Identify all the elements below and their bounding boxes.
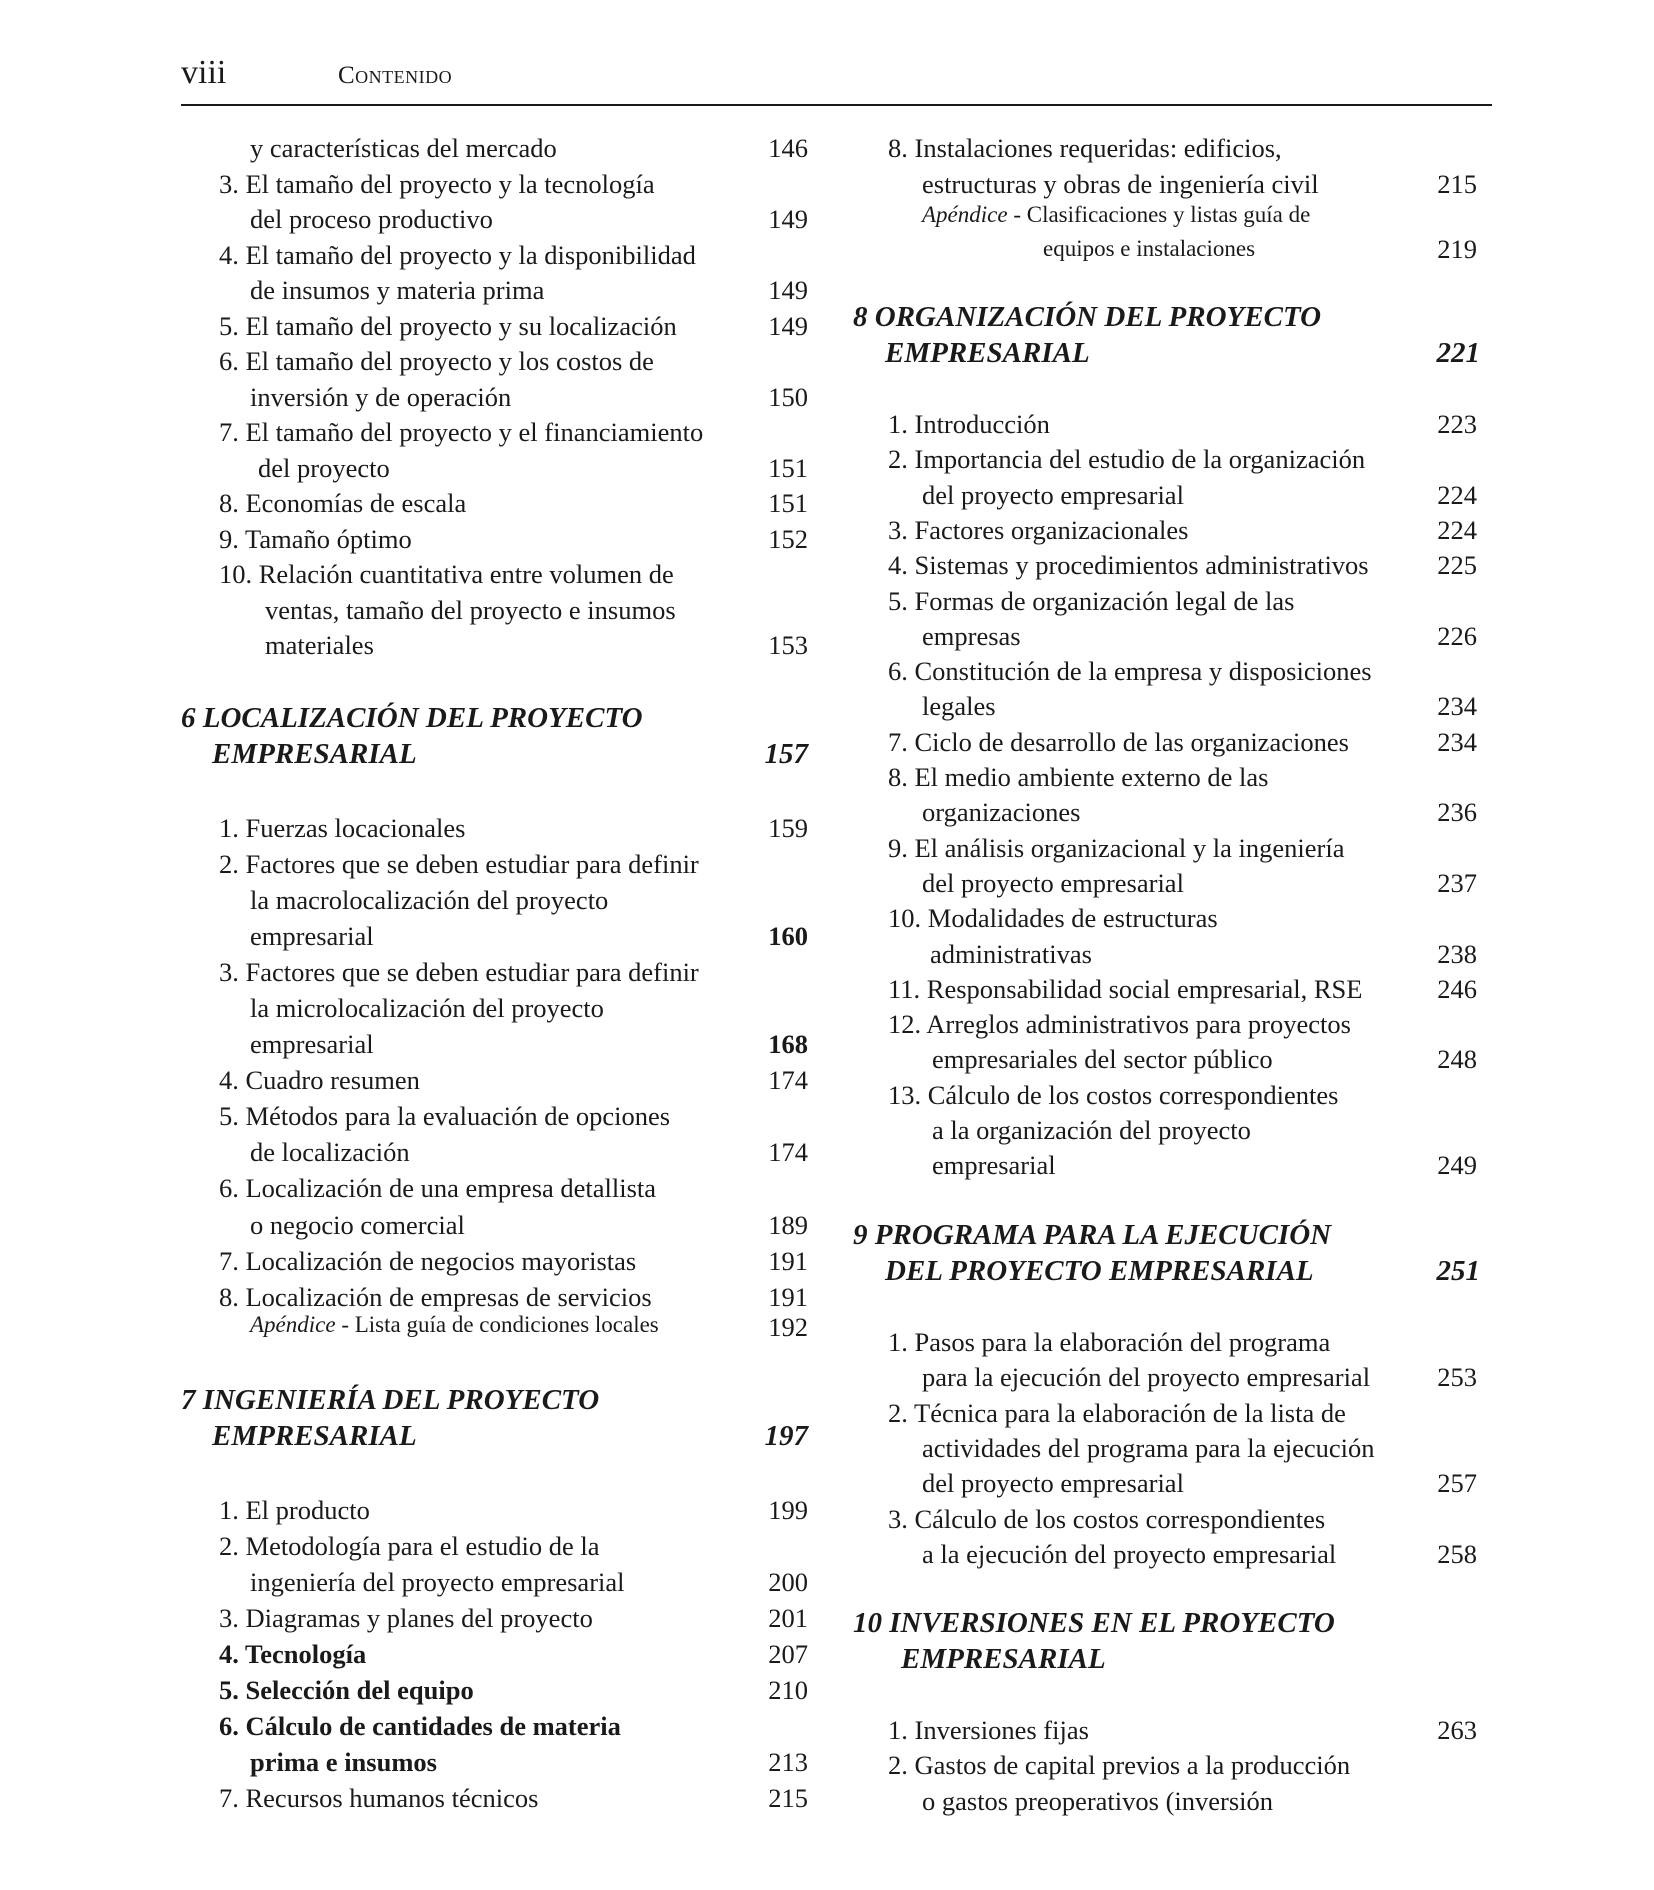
toc-entry: legales xyxy=(922,691,996,722)
toc-entry: 6. Cálculo de cantidades de materia xyxy=(219,1711,621,1741)
toc-entry: estructuras y obras de ingeniería civil xyxy=(922,168,1319,199)
toc-entry: 1. Pasos para la elaboración del programa xyxy=(888,1327,1331,1357)
toc-page-number: 189 xyxy=(768,1209,808,1240)
toc-entry: 7. Recursos humanos técnicos xyxy=(219,1783,539,1813)
toc-page-number: 191 xyxy=(768,1281,808,1312)
chapter-title: EMPRESARIAL xyxy=(901,1643,1106,1675)
toc-entry: para la ejecución del proyecto empresarial xyxy=(922,1362,1371,1393)
toc-entry: actividades del programa para la ejecución xyxy=(922,1432,1375,1463)
toc-entry: de localización xyxy=(250,1137,410,1168)
toc-page-number: 201 xyxy=(768,1603,808,1633)
toc-entry: 3. Diagramas y planes del proyecto xyxy=(219,1603,593,1633)
toc-page-number: 168 xyxy=(768,1029,808,1059)
toc-entry: 6. El tamaño del proyecto y los costos de xyxy=(219,346,654,376)
toc-page-number: 210 xyxy=(768,1675,808,1705)
toc-entry: materiales xyxy=(265,630,374,660)
toc-entry: ventas, tamaño del proyecto e insumos xyxy=(265,594,676,625)
toc-page-number: 257 xyxy=(1437,1468,1477,1499)
toc-page-number: 238 xyxy=(1437,938,1477,969)
toc-entry: 3. Cálculo de los costos correspondientes xyxy=(888,1503,1326,1534)
toc-entry: 8. Economías de escala xyxy=(219,488,467,518)
toc-entry: del proyecto empresarial xyxy=(922,1468,1184,1499)
toc-page-number: 226 xyxy=(1437,620,1477,651)
chapter-title: EMPRESARIAL xyxy=(212,738,417,770)
toc-entry: 2. Importancia del estudio de la organización xyxy=(888,444,1366,475)
toc-entry: 5. El tamaño del proyecto y su localización xyxy=(219,310,677,341)
toc-page-number: 153 xyxy=(768,630,808,660)
toc-entry: 3. Factores organizacionales xyxy=(888,514,1189,545)
toc-page-number: 263 xyxy=(1437,1715,1477,1745)
toc-entry: o negocio comercial xyxy=(250,1209,465,1240)
toc-page-number: 200 xyxy=(768,1567,808,1597)
toc-page-number: 223 xyxy=(1437,409,1477,439)
toc-page-number: 152 xyxy=(768,523,808,554)
toc-entry: 13. Cálculo de los costos correspondientes xyxy=(888,1079,1339,1110)
toc-page-number: 174 xyxy=(768,1137,808,1168)
toc-page-number: 174 xyxy=(768,1065,808,1096)
toc-page-number: 192 xyxy=(768,1312,808,1342)
toc-entry: prima e insumos xyxy=(250,1747,437,1777)
toc-entry: la microlocalización del proyecto xyxy=(250,992,604,1023)
appendix-label: Apéndice xyxy=(250,1312,336,1337)
chapter-page-number: 157 xyxy=(764,738,808,770)
toc-entry: 7. Ciclo de desarrollo de las organizaciones xyxy=(888,726,1349,757)
toc-entry: empresarial xyxy=(250,1029,374,1059)
toc-page-number: 219 xyxy=(1437,234,1477,264)
toc-page-number: 150 xyxy=(768,381,808,412)
toc-entry: 7. Localización de negocios mayoristas xyxy=(219,1245,637,1276)
chapter-page-number: 221 xyxy=(1436,337,1480,369)
chapter-title: 6 LOCALIZACIÓN DEL PROYECTO xyxy=(181,702,643,734)
appendix-text: - Lista guía de condiciones locales xyxy=(335,1312,659,1337)
toc-entry: 4. El tamaño del proyecto y la disponibilidad xyxy=(219,239,696,270)
page-number: viii xyxy=(181,54,227,91)
toc-page-number: 253 xyxy=(1437,1362,1477,1393)
toc-entry: 5. Selección del equipo xyxy=(219,1675,474,1705)
toc-page-number: 160 xyxy=(768,920,808,951)
toc-page-number: 191 xyxy=(768,1245,808,1276)
toc-page-number: 224 xyxy=(1437,479,1477,510)
toc-page-number: 149 xyxy=(768,275,808,305)
toc-entry: a la ejecución del proyecto empresarial xyxy=(922,1538,1337,1569)
toc-entry: 1. El producto xyxy=(219,1495,370,1525)
toc-page-number: 149 xyxy=(768,204,808,234)
toc-entry: empresas xyxy=(922,620,1021,651)
toc-entry: de insumos y materia prima xyxy=(250,275,545,305)
toc-entry: 11. Responsabilidad social empresarial, RSE xyxy=(888,973,1363,1004)
toc-entry: 12. Arreglos administrativos para proyectos xyxy=(888,1009,1351,1040)
toc-page-number: 149 xyxy=(768,310,808,341)
toc-entry: del proceso productivo xyxy=(250,204,493,234)
chapter-title: EMPRESARIAL xyxy=(212,1420,417,1452)
toc-page-number: 246 xyxy=(1437,973,1477,1004)
toc-page-number: 151 xyxy=(768,452,808,483)
toc-entry: empresariales del sector público xyxy=(932,1044,1273,1075)
toc-entry: 4. Sistemas y procedimientos administrativos xyxy=(888,550,1369,581)
toc-page-number: 237 xyxy=(1437,867,1477,898)
toc-page-number: 207 xyxy=(768,1639,808,1669)
toc-entry: 9. Tamaño óptimo xyxy=(219,523,412,554)
toc-page-number: 151 xyxy=(768,488,808,518)
chapter-title: 10 INVERSIONES EN EL PROYECTO xyxy=(853,1607,1335,1639)
toc-entry: 2. Técnica para la elaboración de la lista de xyxy=(888,1397,1346,1428)
toc-entry: 4. Tecnología xyxy=(219,1639,367,1669)
toc-entry: 6. Localización de una empresa detallista xyxy=(219,1173,657,1204)
chapter-title: 7 INGENIERÍA DEL PROYECTO xyxy=(181,1384,600,1416)
toc-entry: del proyecto xyxy=(258,452,390,483)
chapter-title: 9 PROGRAMA PARA LA EJECUCIÓN xyxy=(853,1219,1332,1251)
toc-page-number: 215 xyxy=(768,1783,808,1813)
toc-page-number: 236 xyxy=(1437,797,1477,828)
toc-page-number: 213 xyxy=(768,1747,808,1777)
toc-entry: 5. Métodos para la evaluación de opciones xyxy=(219,1101,671,1132)
toc-entry: del proyecto empresarial xyxy=(922,479,1184,510)
chapter-page-number: 197 xyxy=(764,1420,808,1452)
toc-page-number: 225 xyxy=(1437,550,1477,581)
toc-entry: 1. Inversiones fijas xyxy=(888,1715,1089,1745)
running-head: Contenido xyxy=(338,62,453,89)
toc-entry: 7. El tamaño del proyecto y el financiamiento xyxy=(219,417,704,447)
toc-page-number: 234 xyxy=(1437,726,1477,757)
appendix-entry-continued: equipos e instalaciones xyxy=(1043,236,1256,261)
toc-entry: 2. Gastos de capital previos a la producción xyxy=(888,1750,1351,1781)
toc-entry: 5. Formas de organización legal de las xyxy=(888,585,1295,616)
toc-entry: la macrolocalización del proyecto xyxy=(250,884,609,915)
toc-entry: 10. Relación cuantitativa entre volumen de xyxy=(219,559,674,589)
toc-entry: administrativas xyxy=(930,938,1092,969)
chapter-title: DEL PROYECTO EMPRESARIAL xyxy=(885,1255,1314,1287)
toc-page-number: 258 xyxy=(1437,1538,1477,1569)
toc-entry: del proyecto empresarial xyxy=(922,867,1184,898)
toc-entry: 9. El análisis organizacional y la ingeniería xyxy=(888,832,1345,863)
toc-page-number: 249 xyxy=(1437,1150,1477,1181)
toc-page-number: 224 xyxy=(1437,514,1477,545)
toc-entry: organizaciones xyxy=(922,797,1081,828)
toc-page-number: 199 xyxy=(768,1495,808,1525)
toc-page-number: 159 xyxy=(768,813,808,843)
toc-entry: 1. Fuerzas locacionales xyxy=(219,813,466,843)
toc-page-number: 248 xyxy=(1437,1044,1477,1075)
toc-entry: o gastos preoperativos (inversión xyxy=(922,1785,1274,1816)
appendix-label: Apéndice xyxy=(922,202,1008,227)
appendix-entry xyxy=(250,1310,659,1340)
appendix-entry xyxy=(922,200,1310,230)
toc-entry: 3. El tamaño del proyecto y la tecnología xyxy=(219,168,655,199)
toc-entry: 8. El medio ambiente externo de las xyxy=(888,762,1269,792)
toc-page-number: 146 xyxy=(768,133,808,163)
toc-entry: 10. Modalidades de estructuras xyxy=(888,903,1218,934)
toc-entry: 4. Cuadro resumen xyxy=(219,1065,420,1096)
toc-entry: y características del mercado xyxy=(250,133,557,163)
chapter-title: 8 ORGANIZACIÓN DEL PROYECTO xyxy=(853,301,1322,333)
chapter-title: EMPRESARIAL xyxy=(885,337,1090,369)
toc-entry: 1. Introducción xyxy=(888,409,1050,439)
toc-entry: ingeniería del proyecto empresarial xyxy=(250,1567,625,1597)
toc-entry: inversión y de operación xyxy=(250,381,512,412)
appendix-text: - Clasificaciones y listas guía de xyxy=(1007,202,1311,227)
toc-entry: 3. Factores que se deben estudiar para definir xyxy=(219,956,699,987)
toc-entry: empresarial xyxy=(250,920,374,951)
toc-page-number: 215 xyxy=(1437,168,1477,199)
toc-entry: empresarial xyxy=(932,1150,1056,1181)
toc-entry: 2. Metodología para el estudio de la xyxy=(219,1531,600,1561)
toc-entry: 2. Factores que se deben estudiar para definir xyxy=(219,848,699,879)
toc-page-number: 234 xyxy=(1437,691,1477,722)
toc-entry: a la organización del proyecto xyxy=(932,1115,1251,1145)
toc-entry: 6. Constitución de la empresa y disposiciones xyxy=(888,656,1372,687)
toc-entry: 8. Localización de empresas de servicios xyxy=(219,1281,652,1312)
toc-entry: 8. Instalaciones requeridas: edificios, xyxy=(888,133,1282,163)
chapter-page-number: 251 xyxy=(1436,1255,1480,1287)
